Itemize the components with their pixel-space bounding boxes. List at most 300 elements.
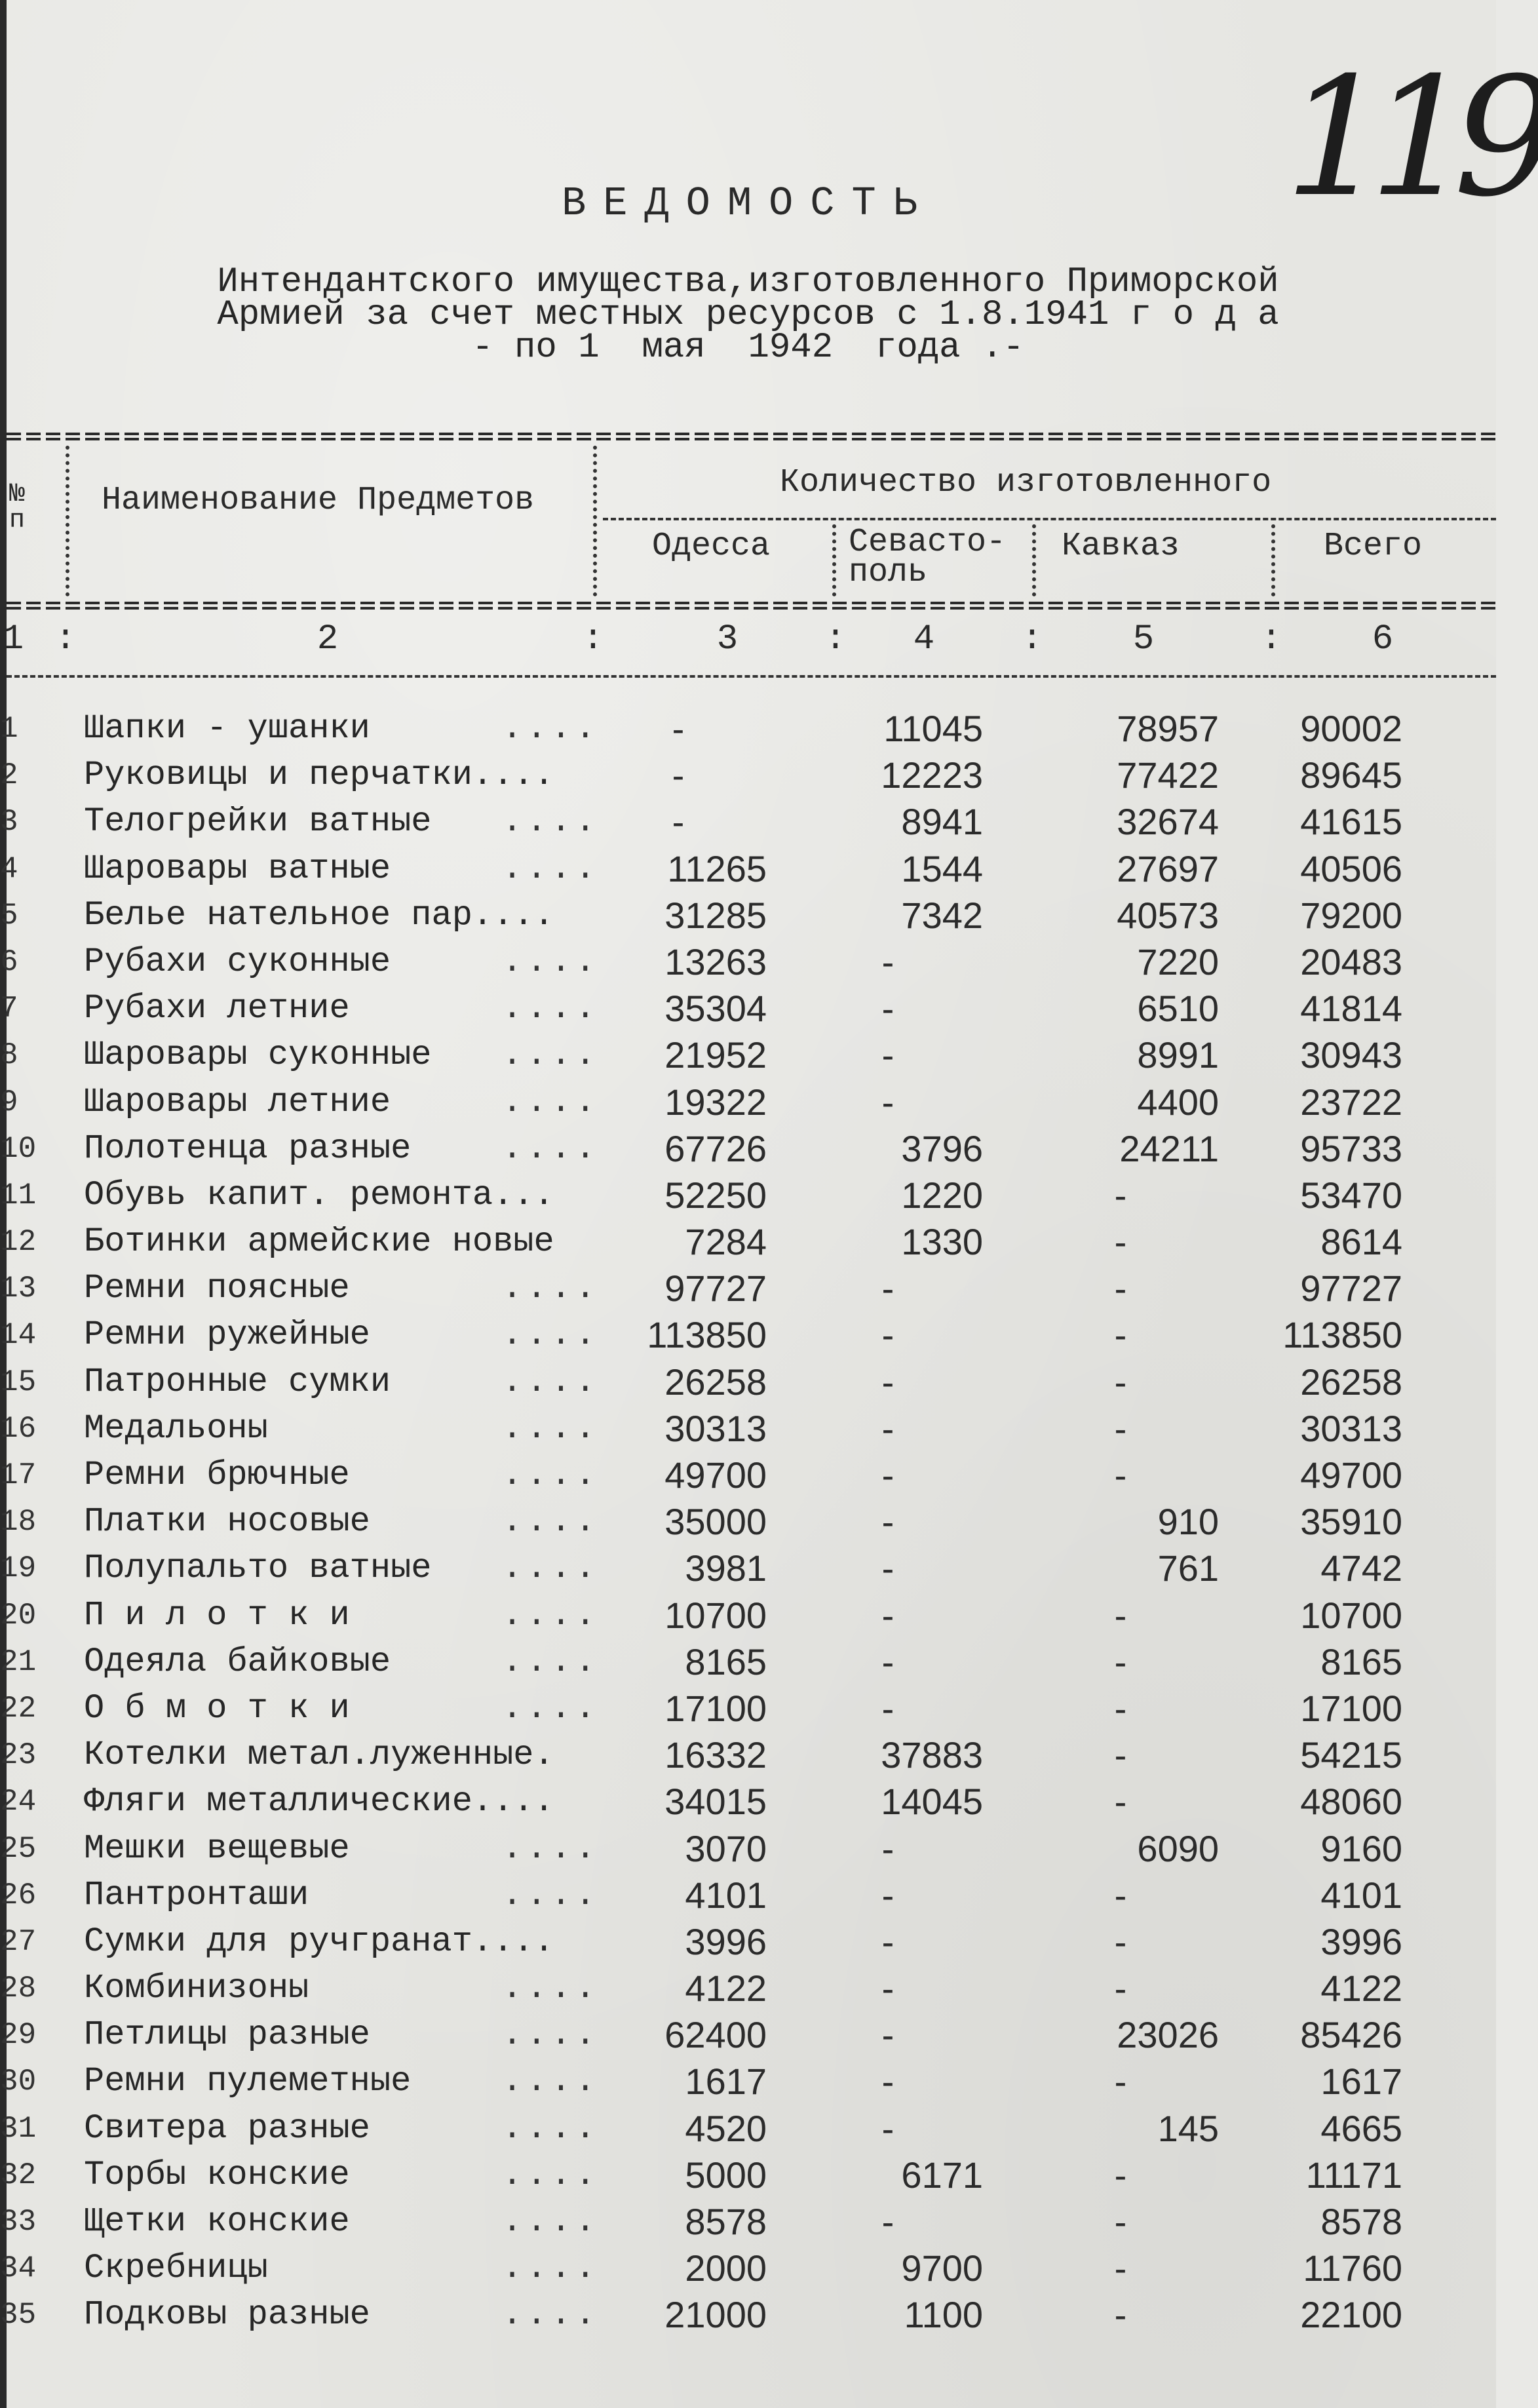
kavkaz-value: -	[1114, 1407, 1127, 1449]
row-number: 34	[0, 2251, 37, 2286]
odessa-value: -	[672, 801, 685, 843]
total-value: 40506	[1300, 847, 1402, 889]
table-row	[0, 1034, 1496, 1081]
table-row	[0, 848, 1496, 895]
odessa-value: 35000	[664, 1501, 767, 1543]
total-value: 90002	[1300, 708, 1402, 749]
page-number: 119	[1284, 42, 1538, 233]
sevastopol-value: -	[881, 1641, 894, 1682]
kavkaz-value: -	[1114, 1641, 1127, 1682]
document-title: ВЕДОМОСТЬ	[562, 180, 934, 227]
col-number-3: 3	[716, 619, 739, 659]
sevastopol-value: 1544	[901, 847, 983, 889]
item-name: Ботинки армейские новые	[84, 1222, 554, 1262]
table-row	[0, 2247, 1496, 2294]
row-number: 17	[0, 1458, 37, 1492]
table-row	[0, 2014, 1496, 2061]
leader-dots: ....	[502, 2015, 600, 2055]
row-number: 27	[0, 1924, 37, 1959]
leader-dots: ....	[502, 1408, 600, 1448]
odessa-value: -	[672, 754, 685, 796]
row-number: 30	[0, 2065, 37, 2099]
kavkaz-value: 23026	[1117, 2014, 1219, 2056]
kavkaz-value: -	[1114, 1874, 1127, 1916]
table-row	[0, 2061, 1496, 2107]
row-number: 26	[0, 1878, 37, 1913]
total-value: 30313	[1300, 1407, 1402, 1449]
table-row	[0, 1968, 1496, 2014]
item-name: Рубахи летние	[84, 989, 350, 1028]
sevastopol-value: -	[881, 1081, 894, 1123]
table-row	[0, 2108, 1496, 2154]
item-name: Полотенца разные	[84, 1129, 412, 1168]
item-name: Ремни поясные	[84, 1269, 350, 1308]
sevastopol-value: 3796	[901, 1127, 983, 1169]
kavkaz-value: 6510	[1137, 988, 1219, 1030]
odessa-value: 13263	[664, 941, 767, 982]
sevastopol-value: -	[881, 1547, 894, 1589]
leader-dots: ....	[502, 1036, 600, 1075]
leader-dots: ....	[502, 2155, 600, 2194]
leader-dots: ....	[502, 2062, 600, 2101]
row-number: 14	[0, 1318, 37, 1353]
col-number-5: 5	[1132, 619, 1155, 659]
col-sep-3	[832, 524, 836, 596]
odessa-value: 30313	[664, 1407, 767, 1449]
row-number: 8	[0, 1038, 18, 1073]
leader-dots: ....	[502, 1129, 600, 1168]
sevastopol-value: 9700	[901, 2247, 983, 2289]
table-row	[0, 1781, 1496, 1827]
header-row-number: № п	[9, 480, 26, 535]
sevastopol-value: 12223	[881, 754, 983, 796]
table-row	[0, 1547, 1496, 1594]
subtitle-line-1: Интендантского имущества,изготовленного Приморской	[217, 262, 1279, 302]
col-number-4: 4	[913, 619, 935, 659]
header-odessa: Одесса	[652, 528, 771, 565]
sevastopol-value: 11045	[883, 708, 983, 749]
row-number: 28	[0, 1971, 37, 2006]
odessa-value: 21000	[664, 2294, 767, 2336]
total-value: 3996	[1320, 1920, 1402, 1962]
sevastopol-value: 1330	[901, 1221, 983, 1263]
leader-dots: ....	[502, 709, 600, 748]
total-value: 49700	[1300, 1454, 1402, 1496]
sevastopol-value: 1100	[904, 2294, 983, 2336]
odessa-value: 3070	[685, 1827, 767, 1869]
leader-dots: ....	[502, 1549, 600, 1588]
item-name: О б м о т к и	[84, 1688, 350, 1728]
kavkaz-value: -	[1114, 1314, 1127, 1356]
total-value: 85426	[1300, 2014, 1402, 2056]
kavkaz-value: 761	[1157, 1547, 1219, 1589]
sevastopol-value: -	[881, 1407, 894, 1449]
header-item-name: Наименование Предметов	[102, 482, 535, 519]
table-row	[0, 1314, 1496, 1361]
kavkaz-value: -	[1114, 2294, 1127, 2336]
kavkaz-value: -	[1114, 1594, 1127, 1636]
odessa-value: 4101	[685, 1874, 767, 1916]
leader-dots: ....	[502, 1642, 600, 1681]
item-name: Шаровары ватные	[84, 849, 391, 888]
row-number: 6	[0, 944, 18, 979]
odessa-value: 34015	[664, 1781, 767, 1823]
row-number: 29	[0, 2018, 37, 2053]
leader-dots: ....	[502, 1969, 600, 2008]
item-name: Комбинизоны	[84, 1969, 309, 2008]
row-number: 11	[0, 1178, 37, 1213]
leader-dots: ....	[502, 1269, 600, 1308]
total-value: 41615	[1300, 801, 1402, 843]
odessa-value: 1617	[685, 2061, 767, 2103]
col-number-rule	[7, 675, 1496, 678]
sevastopol-value: 6171	[901, 2154, 983, 2196]
table-row	[0, 1688, 1496, 1734]
table-row	[0, 1874, 1496, 1921]
kavkaz-value: 6090	[1137, 1827, 1219, 1869]
table-row	[0, 801, 1496, 847]
odessa-value: 113850	[647, 1314, 767, 1356]
row-number: 2	[0, 758, 18, 793]
odessa-value: -	[672, 708, 685, 749]
table-row	[0, 2201, 1496, 2247]
total-value: 9160	[1320, 1827, 1402, 1869]
leader-dots: ....	[502, 1082, 600, 1121]
odessa-value: 10700	[664, 1594, 767, 1636]
table-row	[0, 1175, 1496, 1221]
odessa-value: 35304	[664, 988, 767, 1030]
table-row	[0, 895, 1496, 941]
kavkaz-value: -	[1114, 1454, 1127, 1496]
item-name: Руковицы и перчатки....	[84, 756, 554, 795]
leader-dots: ....	[502, 1875, 600, 1914]
odessa-value: 52250	[664, 1174, 767, 1216]
total-value: 95733	[1300, 1127, 1402, 1169]
sevastopol-value: 8941	[901, 801, 983, 843]
total-value: 30943	[1300, 1034, 1402, 1076]
total-value: 4122	[1320, 1968, 1402, 2010]
sevastopol-value: -	[881, 1454, 894, 1496]
row-number: 20	[0, 1598, 37, 1633]
odessa-value: 31285	[664, 894, 767, 936]
kavkaz-value: -	[1114, 1221, 1127, 1263]
leader-dots: ....	[502, 1456, 600, 1494]
table-row	[0, 754, 1496, 801]
odessa-value: 19322	[664, 1081, 767, 1123]
item-name: Телогрейки ватные	[84, 802, 432, 842]
header-bottom-rule	[7, 602, 1496, 610]
odessa-value: 4122	[685, 1968, 767, 2010]
row-number: 33	[0, 2205, 37, 2239]
leader-dots: ....	[502, 802, 600, 842]
total-value: 53470	[1300, 1174, 1402, 1216]
table-row	[0, 2294, 1496, 2340]
leader-dots: ....	[502, 1502, 600, 1542]
odessa-value: 4520	[685, 2107, 767, 2149]
leader-dots: ....	[502, 1829, 600, 1868]
kavkaz-value: -	[1114, 2201, 1127, 2242]
col-sep-5	[1271, 524, 1275, 596]
item-name: Патронные сумки	[84, 1362, 391, 1401]
item-name: Сумки для ручгранат....	[84, 1922, 554, 1961]
item-name: Ремни пулеметные	[84, 2062, 412, 2101]
kavkaz-value: -	[1114, 2061, 1127, 2103]
kavkaz-value: 32674	[1117, 801, 1219, 843]
total-value: 11171	[1305, 2154, 1402, 2196]
item-name: Скребницы	[84, 2249, 268, 2288]
item-name: Мешки вещевые	[84, 1829, 350, 1868]
leader-dots: ....	[502, 1362, 600, 1401]
total-value: 89645	[1300, 754, 1402, 796]
table-row	[0, 1641, 1496, 1688]
sevastopol-value: -	[881, 1314, 894, 1356]
odessa-value: 7284	[685, 1221, 767, 1263]
kavkaz-value: -	[1114, 1687, 1127, 1729]
sevastopol-value: -	[881, 2014, 894, 2056]
kavkaz-value: 27697	[1117, 847, 1219, 889]
total-value: 48060	[1300, 1781, 1402, 1823]
odessa-value: 49700	[664, 1454, 767, 1496]
total-value: 20483	[1300, 941, 1402, 982]
row-number: 3	[0, 805, 18, 840]
sevastopol-value: -	[881, 1594, 894, 1636]
row-number: 15	[0, 1365, 37, 1399]
table-row	[0, 1128, 1496, 1175]
item-name: Шаровары летние	[84, 1082, 391, 1121]
row-number: 25	[0, 1831, 37, 1866]
item-name: Ремни ружейные	[84, 1315, 370, 1355]
table-row	[0, 1734, 1496, 1781]
total-value: 22100	[1300, 2294, 1402, 2336]
col-divider-colon: :	[1260, 619, 1282, 659]
total-value: 113850	[1282, 1314, 1402, 1356]
table-row	[0, 1921, 1496, 1968]
sevastopol-value: -	[881, 1920, 894, 1962]
row-number: 1	[0, 712, 18, 746]
header-total: Всего	[1324, 528, 1423, 565]
total-value: 97727	[1300, 1268, 1402, 1310]
odessa-value: 17100	[664, 1687, 767, 1729]
total-value: 54215	[1300, 1734, 1402, 1776]
col-number-6: 6	[1372, 619, 1394, 659]
col-sep-1	[66, 446, 69, 596]
row-number: 5	[0, 898, 18, 933]
item-name: Свитера разные	[84, 2108, 370, 2148]
item-name: Шаровары суконные	[84, 1036, 432, 1075]
total-value: 17100	[1300, 1687, 1402, 1729]
kavkaz-value: -	[1114, 1920, 1127, 1962]
odessa-value: 3981	[685, 1547, 767, 1589]
leader-dots: ....	[502, 942, 600, 981]
col-divider-colon: :	[1021, 619, 1043, 659]
odessa-value: 97727	[664, 1268, 767, 1310]
sevastopol-value: -	[881, 1687, 894, 1729]
item-name: Щетки конские	[84, 2202, 350, 2241]
sevastopol-value: -	[881, 1034, 894, 1076]
item-name: П и л о т к и	[84, 1595, 350, 1635]
row-number: 31	[0, 2111, 37, 2146]
leader-dots: ....	[502, 1595, 600, 1635]
sevastopol-value: 1220	[901, 1174, 983, 1216]
leader-dots: ....	[502, 989, 600, 1028]
row-number: 23	[0, 1738, 37, 1773]
odessa-value: 8165	[685, 1641, 767, 1682]
table-row	[0, 1828, 1496, 1874]
header-quantity-group: Количество изготовленного	[780, 464, 1272, 501]
item-name: Медальоны	[84, 1408, 268, 1448]
item-name: Торбы конские	[84, 2155, 350, 2194]
leader-dots: ....	[502, 1688, 600, 1728]
col-sep-4	[1032, 524, 1036, 596]
kavkaz-value: -	[1114, 1361, 1127, 1403]
item-name: Ремни брючные	[84, 1456, 350, 1494]
row-number: 4	[0, 851, 18, 886]
sevastopol-value: -	[881, 1827, 894, 1869]
col-divider-colon: :	[54, 619, 77, 659]
subtitle-line-2: Армией за счет местных ресурсов с 1.8.1941 г о д а	[217, 295, 1279, 335]
col-sep-2	[593, 446, 597, 596]
total-value: 1617	[1320, 2061, 1402, 2103]
table-row	[0, 1454, 1496, 1501]
kavkaz-value: -	[1114, 1781, 1127, 1823]
sevastopol-value: 37883	[881, 1734, 983, 1776]
item-name: Пантронташи	[84, 1875, 309, 1914]
item-name: Шапки - ушанки	[84, 709, 370, 748]
table-row	[0, 2154, 1496, 2201]
table-row	[0, 1268, 1496, 1314]
sevastopol-value: -	[881, 2107, 894, 2149]
total-value: 79200	[1300, 894, 1402, 936]
total-value: 4665	[1320, 2107, 1402, 2149]
odessa-value: 26258	[664, 1361, 767, 1403]
total-value: 26258	[1300, 1361, 1402, 1403]
row-number: 12	[0, 1225, 37, 1260]
group-underline	[603, 518, 1496, 520]
item-name: Белье нательное пар....	[84, 895, 554, 935]
row-number: 32	[0, 2158, 37, 2192]
sevastopol-value: -	[881, 988, 894, 1030]
odessa-value: 21952	[664, 1034, 767, 1076]
subtitle-line-3: - по 1 мая 1942 года .-	[472, 328, 1024, 368]
sevastopol-value: -	[881, 1268, 894, 1310]
item-name: Рубахи суконные	[84, 942, 391, 981]
leader-dots: ....	[502, 1315, 600, 1355]
odessa-value: 3996	[685, 1920, 767, 1962]
kavkaz-value: -	[1114, 1734, 1127, 1776]
sevastopol-value: -	[881, 941, 894, 982]
kavkaz-value: 78957	[1117, 708, 1219, 749]
kavkaz-value: 24211	[1119, 1127, 1219, 1169]
kavkaz-value: -	[1114, 2247, 1127, 2289]
kavkaz-value: 7220	[1137, 941, 1219, 982]
kavkaz-value: 40573	[1117, 894, 1219, 936]
odessa-value: 2000	[685, 2247, 767, 2289]
row-number: 10	[0, 1131, 37, 1166]
row-number: 22	[0, 1691, 37, 1726]
leader-dots: ....	[502, 2202, 600, 2241]
kavkaz-value: 910	[1157, 1501, 1219, 1543]
item-name: Фляги металлические....	[84, 1782, 554, 1821]
sevastopol-value: -	[881, 1361, 894, 1403]
item-name: Платки носовые	[84, 1502, 370, 1542]
kavkaz-value: -	[1114, 1968, 1127, 2010]
sevastopol-value: -	[881, 2061, 894, 2103]
item-name: Одеяла байковые	[84, 1642, 391, 1681]
sevastopol-value: -	[881, 1501, 894, 1543]
table-row	[0, 1595, 1496, 1641]
sevastopol-value: -	[881, 2201, 894, 2242]
table-row	[0, 708, 1496, 754]
kavkaz-value: 8991	[1137, 1034, 1219, 1076]
kavkaz-value: 77422	[1117, 754, 1219, 796]
total-value: 4101	[1320, 1874, 1402, 1916]
row-number: 9	[0, 1085, 18, 1119]
total-value: 11760	[1303, 2247, 1402, 2289]
odessa-value: 62400	[664, 2014, 767, 2056]
total-value: 23722	[1300, 1081, 1402, 1123]
table-row	[0, 1501, 1496, 1547]
odessa-value: 8578	[685, 2201, 767, 2242]
kavkaz-value: 4400	[1137, 1081, 1219, 1123]
total-value: 41814	[1300, 988, 1402, 1030]
odessa-value: 67726	[664, 1127, 767, 1169]
leader-dots: ....	[502, 2108, 600, 2148]
col-divider-colon: :	[582, 619, 604, 659]
odessa-value: 5000	[685, 2154, 767, 2196]
item-name: Подковы разные	[84, 2295, 370, 2335]
table-body	[0, 708, 1496, 2341]
odessa-value: 16332	[664, 1734, 767, 1776]
kavkaz-value: -	[1114, 1268, 1127, 1310]
item-name: Обувь капит. ремонта...	[84, 1175, 554, 1214]
total-value: 8614	[1320, 1221, 1402, 1263]
leader-dots: ....	[502, 2249, 600, 2288]
table-row	[0, 1408, 1496, 1454]
leader-dots: ....	[502, 849, 600, 888]
table-row	[0, 1221, 1496, 1268]
sevastopol-value: -	[881, 1874, 894, 1916]
row-number: 21	[0, 1644, 37, 1679]
table-row	[0, 1081, 1496, 1128]
row-number: 13	[0, 1272, 37, 1306]
total-value: 4742	[1320, 1547, 1402, 1589]
kavkaz-value: -	[1114, 1174, 1127, 1216]
table-row	[0, 988, 1496, 1034]
header-sevastopol: Севасто- поль	[849, 524, 1007, 591]
sevastopol-value: -	[881, 1968, 894, 2010]
header-kavkaz: Кавказ	[1062, 528, 1180, 565]
item-name: Котелки метал.луженные.	[84, 1736, 554, 1775]
sevastopol-value: 14045	[881, 1781, 983, 1823]
leader-dots: ....	[502, 2295, 600, 2335]
table-row	[0, 1361, 1496, 1408]
table-row	[0, 941, 1496, 988]
total-value: 8578	[1320, 2201, 1402, 2242]
col-number-2: 2	[317, 619, 339, 659]
row-number: 19	[0, 1551, 37, 1586]
row-number: 16	[0, 1411, 37, 1446]
col-divider-colon: :	[824, 619, 847, 659]
item-name: Полупальто ватные	[84, 1549, 432, 1588]
row-number: 24	[0, 1785, 37, 1819]
total-value: 10700	[1300, 1594, 1402, 1636]
kavkaz-value: -	[1114, 2154, 1127, 2196]
col-number-1: 1	[2, 619, 24, 659]
odessa-value: 11265	[667, 847, 767, 889]
item-name: Петлицы разные	[84, 2015, 370, 2055]
row-number: 7	[0, 992, 18, 1026]
row-number: 18	[0, 1505, 37, 1540]
